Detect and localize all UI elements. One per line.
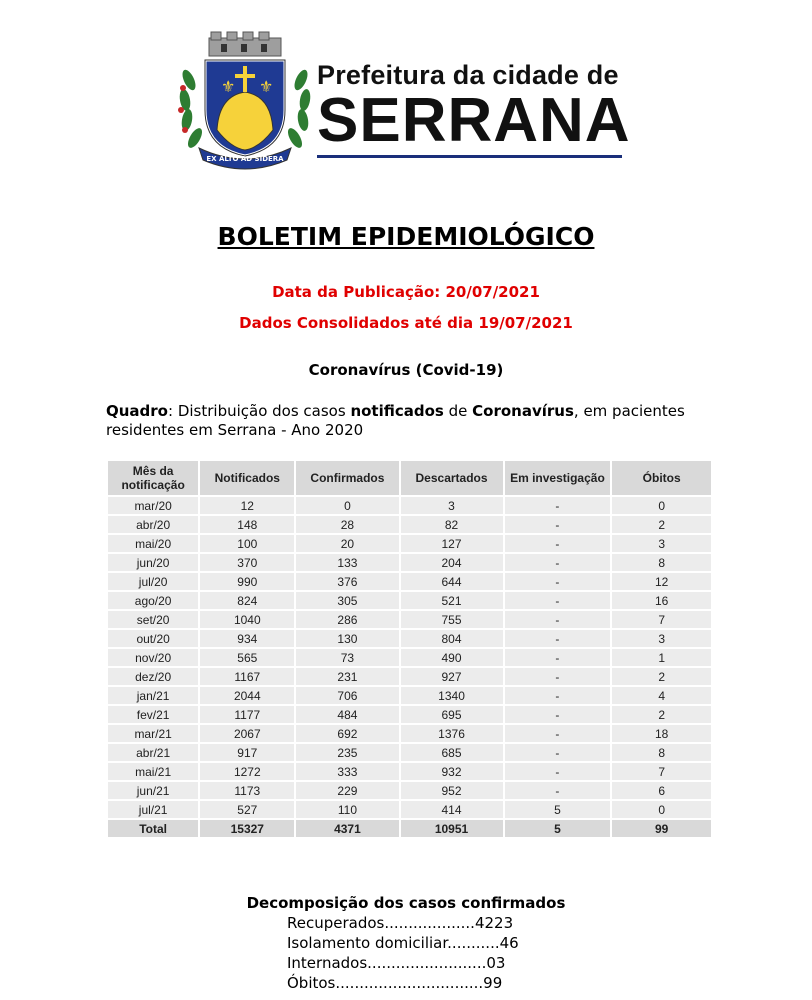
table-cell: 305 xyxy=(296,592,398,609)
table-cell: jul/21 xyxy=(108,801,198,818)
table-cell: 1340 xyxy=(401,687,503,704)
crest-motto: EX ALTO AD SIDERA xyxy=(206,155,284,163)
table-cell: 0 xyxy=(612,801,711,818)
table-cell: - xyxy=(505,687,611,704)
table-cell: 286 xyxy=(296,611,398,628)
table-cell: 2044 xyxy=(200,687,294,704)
table-cell: 16 xyxy=(612,592,711,609)
table-cell: 3 xyxy=(612,630,711,647)
table-cell: 755 xyxy=(401,611,503,628)
table-row xyxy=(108,706,711,723)
table-cell: 490 xyxy=(401,649,503,666)
table-cell: 12 xyxy=(200,497,294,514)
table-cell: 3 xyxy=(401,497,503,514)
table-cell: 4 xyxy=(612,687,711,704)
table-cell: mai/21 xyxy=(108,763,198,780)
table-cell: - xyxy=(505,649,611,666)
table-cell: 8 xyxy=(612,554,711,571)
table-row xyxy=(108,592,711,609)
table-cell: - xyxy=(505,516,611,533)
column-header: Confirmados xyxy=(296,461,398,495)
table-row xyxy=(108,516,711,533)
caption-part-4: de xyxy=(443,402,473,420)
bulletin-title-text: BOLETIM EPIDEMIOLÓGICO xyxy=(217,222,595,251)
table-cell: abr/20 xyxy=(108,516,198,533)
caption-part-1: Quadro xyxy=(106,402,168,420)
table-cell: 804 xyxy=(401,630,503,647)
column-header: Mês da notificação xyxy=(108,461,198,495)
publication-date: Data da Publicação: 20/07/2021 xyxy=(272,283,540,301)
table-cell: 7 xyxy=(612,611,711,628)
table-cell: abr/21 xyxy=(108,744,198,761)
table-cell: out/20 xyxy=(108,630,198,647)
table-cell: - xyxy=(505,668,611,685)
table-row xyxy=(108,649,711,666)
table-cell: 990 xyxy=(200,573,294,590)
table-cell: ago/20 xyxy=(108,592,198,609)
table-cell: 82 xyxy=(401,516,503,533)
table-cell: 0 xyxy=(612,497,711,514)
caption-part-3: notificados xyxy=(350,402,444,420)
decomposition-title: Decomposição dos casos confirmados xyxy=(246,894,566,912)
table-cell: 565 xyxy=(200,649,294,666)
table-cell: - xyxy=(505,573,611,590)
table-body xyxy=(108,497,711,837)
city-crest-logo xyxy=(175,30,315,170)
table-cell: 414 xyxy=(401,801,503,818)
table-cell: mar/21 xyxy=(108,725,198,742)
caption-part-5: Coronavírus xyxy=(472,402,574,420)
table-cell: 28 xyxy=(296,516,398,533)
table-cell: 229 xyxy=(296,782,398,799)
caption-part-2: : Distribuição dos casos xyxy=(168,402,351,420)
table-cell: 521 xyxy=(401,592,503,609)
cases-table xyxy=(106,459,713,839)
table-cell: fev/21 xyxy=(108,706,198,723)
table-cell: 2 xyxy=(612,706,711,723)
table-caption xyxy=(106,402,726,440)
table-cell: 2 xyxy=(612,668,711,685)
table-row xyxy=(108,630,711,647)
table-cell: 6 xyxy=(612,782,711,799)
table-cell: 695 xyxy=(401,706,503,723)
table-cell: 110 xyxy=(296,801,398,818)
decomposition-line-recovered: Recuperados...................4223 xyxy=(287,914,514,932)
table-cell: 2 xyxy=(612,516,711,533)
table-cell: - xyxy=(505,535,611,552)
table-row xyxy=(108,535,711,552)
bulletin-subtitle: Coronavírus (Covid-19) xyxy=(308,361,504,379)
table-cell: - xyxy=(505,782,611,799)
table-cell: 127 xyxy=(401,535,503,552)
total-cell: 99 xyxy=(612,820,711,837)
table-cell: jun/21 xyxy=(108,782,198,799)
column-header: Descartados xyxy=(401,461,503,495)
table-cell: 527 xyxy=(200,801,294,818)
table-row xyxy=(108,763,711,780)
total-cell: 10951 xyxy=(401,820,503,837)
table-cell: 1040 xyxy=(200,611,294,628)
table-cell: 1376 xyxy=(401,725,503,742)
table-cell: 20 xyxy=(296,535,398,552)
table-cell: nov/20 xyxy=(108,649,198,666)
table-cell: set/20 xyxy=(108,611,198,628)
table-cell: dez/20 xyxy=(108,668,198,685)
table-cell: 1167 xyxy=(200,668,294,685)
table-cell: 133 xyxy=(296,554,398,571)
total-cell: 5 xyxy=(505,820,611,837)
table-cell: - xyxy=(505,554,611,571)
table-row xyxy=(108,725,711,742)
table-cell: 130 xyxy=(296,630,398,647)
decomposition-line-home-isolation: Isolamento domiciliar...........46 xyxy=(287,934,519,952)
table-cell: 235 xyxy=(296,744,398,761)
page-header xyxy=(175,30,635,170)
table-cell: 370 xyxy=(200,554,294,571)
table-row xyxy=(108,611,711,628)
table-cell: mai/20 xyxy=(108,535,198,552)
table-cell: 100 xyxy=(200,535,294,552)
consolidated-date: Dados Consolidados até dia 19/07/2021 xyxy=(239,314,573,332)
table-cell: 0 xyxy=(296,497,398,514)
table-cell: - xyxy=(505,611,611,628)
table-cell: 1 xyxy=(612,649,711,666)
table-cell: jul/20 xyxy=(108,573,198,590)
column-header: Óbitos xyxy=(612,461,711,495)
table-cell: jan/21 xyxy=(108,687,198,704)
table-cell: 73 xyxy=(296,649,398,666)
table-row xyxy=(108,497,711,514)
table-cell: 2067 xyxy=(200,725,294,742)
total-cell: Total xyxy=(108,820,198,837)
table-cell: 333 xyxy=(296,763,398,780)
brand-line1: Prefeitura da cidade de xyxy=(317,60,619,90)
table-cell: 12 xyxy=(612,573,711,590)
table-row xyxy=(108,687,711,704)
table-cell: 685 xyxy=(401,744,503,761)
brand-wordmark xyxy=(317,60,631,158)
column-header: Em investigação xyxy=(505,461,611,495)
table-header-row xyxy=(108,461,711,495)
table-cell: 231 xyxy=(296,668,398,685)
table-row xyxy=(108,782,711,799)
table-cell: 3 xyxy=(612,535,711,552)
table-row xyxy=(108,801,711,818)
brand-underline-bar xyxy=(317,155,622,158)
table-cell: - xyxy=(505,497,611,514)
table-cell: - xyxy=(505,592,611,609)
table-cell: 706 xyxy=(296,687,398,704)
table-cell: 18 xyxy=(612,725,711,742)
table-cell: jun/20 xyxy=(108,554,198,571)
decomposition-line-hospitalized: Internados.........................03 xyxy=(287,954,506,972)
table-cell: 7 xyxy=(612,763,711,780)
table-cell: 927 xyxy=(401,668,503,685)
bulletin-title xyxy=(0,222,812,251)
table-cell: 932 xyxy=(401,763,503,780)
table-cell: - xyxy=(505,725,611,742)
column-header: Notificados xyxy=(200,461,294,495)
svg-text:⚜: ⚜ xyxy=(259,77,274,96)
table-cell: - xyxy=(505,706,611,723)
brand-line2: SERRANA xyxy=(317,86,631,155)
table-row xyxy=(108,744,711,761)
table-cell: 934 xyxy=(200,630,294,647)
table-cell: 824 xyxy=(200,592,294,609)
decomposition-list xyxy=(287,913,519,993)
table-cell: 204 xyxy=(401,554,503,571)
table-cell: - xyxy=(505,630,611,647)
total-cell: 4371 xyxy=(296,820,398,837)
caption-part-6: , em pacientes residentes em Serrana - Ano 2020 xyxy=(106,402,685,439)
table-cell: 1173 xyxy=(200,782,294,799)
table-cell: - xyxy=(505,763,611,780)
table-total-row xyxy=(108,820,711,837)
table-cell: 1177 xyxy=(200,706,294,723)
total-cell: 15327 xyxy=(200,820,294,837)
table-row xyxy=(108,554,711,571)
table-cell: mar/20 xyxy=(108,497,198,514)
table-cell: 484 xyxy=(296,706,398,723)
table-cell: 952 xyxy=(401,782,503,799)
table-cell: 148 xyxy=(200,516,294,533)
table-cell: - xyxy=(505,744,611,761)
table-cell: 1272 xyxy=(200,763,294,780)
table-cell: 644 xyxy=(401,573,503,590)
svg-text:⚜: ⚜ xyxy=(221,77,236,96)
decomposition-line-deaths: Óbitos...............................99 xyxy=(287,974,503,992)
table-cell: 917 xyxy=(200,744,294,761)
table-cell: 692 xyxy=(296,725,398,742)
table-cell: 5 xyxy=(505,801,611,818)
table-cell: 376 xyxy=(296,573,398,590)
table-row xyxy=(108,668,711,685)
table-cell: 8 xyxy=(612,744,711,761)
table-row xyxy=(108,573,711,590)
